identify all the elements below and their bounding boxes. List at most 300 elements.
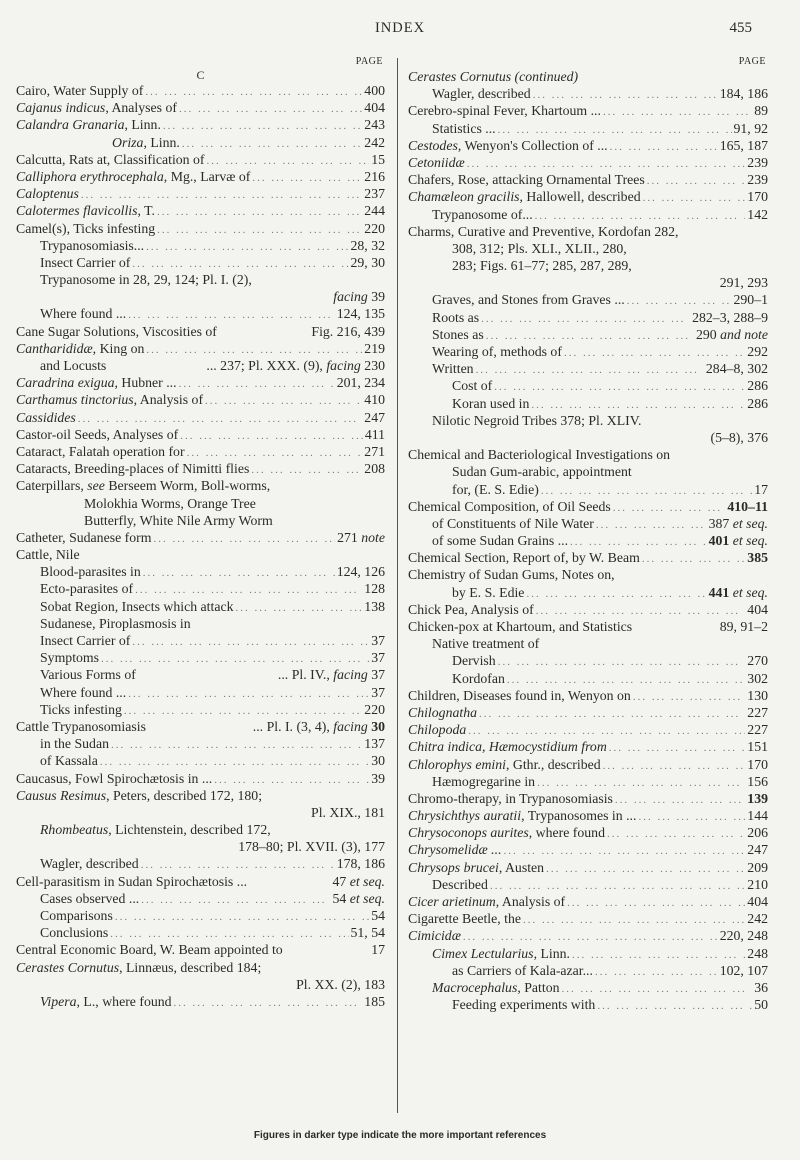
entry-pages: 15 bbox=[371, 151, 385, 167]
leader-dots bbox=[643, 190, 746, 205]
entry-term: Vipera, L., where found bbox=[40, 993, 172, 1009]
leader-dots bbox=[572, 947, 745, 962]
entry-term: Pl. XX. (2), 183 bbox=[296, 976, 385, 992]
entry-term: Cane Sugar Solutions, Viscosities of bbox=[16, 323, 217, 339]
index-entry bbox=[16, 512, 385, 529]
entry-term: Charms, Curative and Preventive, Kordofan 282, bbox=[408, 223, 679, 239]
leader-dots bbox=[187, 445, 363, 460]
entry-term: Cetoniidæ bbox=[408, 154, 465, 170]
index-entry bbox=[408, 395, 768, 412]
entry-term: Chicken-pox at Khartoum, and Statistics bbox=[408, 619, 633, 634]
entry-pages: 156 bbox=[747, 773, 768, 789]
entry-term: Comparisons bbox=[40, 908, 113, 923]
index-entry bbox=[408, 807, 768, 824]
entry-term: Cantharididæ, King on bbox=[16, 340, 145, 356]
entry-term: Nilotic Negroid Tribes 378; Pl. XLIV. bbox=[432, 412, 642, 428]
entry-pages: 404 bbox=[364, 100, 385, 116]
entry-pages: 220, 248 bbox=[719, 928, 768, 944]
index-entry bbox=[408, 463, 768, 480]
entry-pages: 242 bbox=[747, 911, 768, 927]
leader-dots bbox=[570, 534, 707, 549]
index-entry bbox=[408, 188, 768, 205]
leader-dots bbox=[633, 689, 745, 704]
leader-dots bbox=[143, 565, 335, 580]
entry-term: Chrysomelidæ ... bbox=[408, 842, 502, 858]
leader-dots bbox=[128, 686, 369, 701]
leader-dots bbox=[153, 531, 335, 546]
index-entry bbox=[16, 752, 385, 769]
entry-term: Chitra indica, Hæmocystidium from bbox=[408, 739, 607, 755]
leader-dots bbox=[498, 654, 746, 669]
index-entry bbox=[16, 357, 385, 374]
entry-pages: 216 bbox=[364, 168, 385, 184]
index-entry bbox=[16, 959, 385, 976]
entry-pages: 209 bbox=[747, 859, 768, 875]
index-entry bbox=[408, 876, 768, 893]
index-entry bbox=[16, 546, 385, 563]
entry-pages: 387 et seq. bbox=[708, 515, 768, 531]
leader-dots bbox=[603, 104, 752, 119]
entry-pages: 170 bbox=[747, 189, 768, 205]
index-entry bbox=[408, 102, 768, 119]
entry-term: Statistics ... bbox=[432, 120, 496, 136]
entry-pages: 404 bbox=[747, 601, 768, 617]
entry-term: Trypanosomiasis... bbox=[40, 237, 145, 253]
entry-pages: 284–8, 302 bbox=[705, 361, 768, 377]
index-entry bbox=[408, 549, 768, 566]
index-entry bbox=[408, 240, 768, 257]
leader-dots bbox=[467, 156, 746, 171]
index-entry bbox=[408, 652, 768, 669]
entry-pages: 219 bbox=[364, 340, 385, 356]
page-number: 455 bbox=[729, 20, 752, 36]
index-entry bbox=[408, 738, 768, 755]
index-entry bbox=[408, 704, 768, 721]
leader-dots bbox=[481, 311, 690, 326]
entry-term: of some Sudan Grains ... bbox=[432, 533, 569, 549]
entry-term: Oriza, Linn. bbox=[112, 134, 180, 150]
index-entry bbox=[16, 890, 385, 907]
leader-dots bbox=[647, 173, 746, 188]
leader-dots bbox=[146, 342, 362, 357]
leader-dots bbox=[533, 87, 718, 102]
index-entry bbox=[16, 288, 385, 305]
entry-term: Cataracts, Breeding-places of Nimitti flies bbox=[16, 461, 250, 477]
entry-pages: 243 bbox=[364, 117, 385, 133]
leader-dots bbox=[180, 428, 363, 443]
index-entry bbox=[16, 855, 385, 872]
entry-term: Ticks infesting bbox=[40, 701, 122, 717]
entry-term: Chilognatha bbox=[408, 704, 477, 720]
index-entry bbox=[16, 976, 385, 993]
entry-pages: 89 bbox=[754, 103, 768, 119]
entry-pages: 137 bbox=[364, 736, 385, 752]
entry-term: Cigarette Beetle, the bbox=[408, 911, 522, 927]
entry-term: Cerastes Cornutus, Linnæus, described 184; bbox=[16, 959, 262, 975]
page-label: PAGE bbox=[738, 56, 766, 67]
entry-pages: 302 bbox=[747, 670, 768, 686]
entry-term: Chemical and Bacteriological Investigations on bbox=[408, 447, 671, 463]
entry-pages: 290–1 bbox=[733, 292, 768, 308]
index-entry bbox=[408, 962, 768, 979]
index-entry bbox=[408, 257, 768, 274]
index-entry bbox=[16, 580, 385, 597]
entry-term: Cattle, Nile bbox=[16, 547, 80, 563]
entry-term: of Constituents of Nile Water bbox=[432, 515, 594, 531]
entry-term: Cestodes, Wenyon's Collection of ... bbox=[408, 137, 608, 153]
index-entry bbox=[16, 907, 385, 924]
index-entry bbox=[408, 618, 768, 635]
entry-pages: 165, 187 bbox=[719, 137, 768, 153]
index-entry bbox=[408, 687, 768, 704]
leader-dots bbox=[236, 600, 363, 615]
leader-dots bbox=[157, 204, 362, 219]
index-entry bbox=[408, 910, 768, 927]
index-entry bbox=[16, 340, 385, 357]
entry-pages: 271 bbox=[364, 443, 385, 459]
entry-term: Chrysoconops aurites, where found bbox=[408, 825, 605, 841]
leader-dots bbox=[157, 222, 362, 237]
entry-term: Calandra Granaria, Linn. bbox=[16, 117, 161, 133]
entry-pages: 54 et seq. bbox=[332, 890, 385, 906]
entry-term: Feeding experiments with bbox=[452, 997, 596, 1013]
entry-pages: ... Pl. I. (3, 4), facing 30 bbox=[252, 718, 385, 734]
entry-pages: 130 bbox=[747, 687, 768, 703]
entry-term: Described bbox=[432, 876, 488, 892]
entry-pages: 39 bbox=[371, 770, 385, 786]
entry-term: Roots as bbox=[432, 309, 480, 325]
index-entry bbox=[408, 377, 768, 394]
index-entry bbox=[16, 684, 385, 701]
entry-term: Catheter, Sudanese form bbox=[16, 529, 152, 545]
index-entry bbox=[408, 635, 768, 652]
index-entry bbox=[16, 632, 385, 649]
index-entry bbox=[408, 945, 768, 962]
entry-term: Ecto-parasites of bbox=[40, 581, 134, 597]
index-entry bbox=[408, 85, 768, 102]
index-entry bbox=[408, 446, 768, 463]
entry-pages: 29, 30 bbox=[350, 254, 385, 270]
entry-pages: 239 bbox=[747, 154, 768, 170]
index-entry bbox=[16, 701, 385, 718]
leader-dots bbox=[597, 998, 752, 1013]
entry-term: Rhombeatus, Lichtenstein, described 172, bbox=[40, 822, 271, 838]
entry-term: Caterpillars, see Berseem Worm, Boll-worms, bbox=[16, 478, 271, 494]
leader-dots bbox=[490, 878, 745, 893]
entry-pages: 138 bbox=[364, 598, 385, 614]
entry-term: Wagler, described bbox=[40, 856, 139, 872]
entry-term: (5–8), 376 bbox=[710, 429, 768, 445]
index-entry bbox=[16, 649, 385, 666]
entry-term: 178–80; Pl. XVII. (3), 177 bbox=[238, 839, 385, 855]
entry-term: Cicer arietinum, Analysis of bbox=[408, 894, 566, 909]
index-entry bbox=[408, 481, 768, 498]
index-entry bbox=[408, 137, 768, 154]
entry-pages: 286 bbox=[747, 395, 768, 411]
entry-pages: 89, 91–2 bbox=[719, 619, 768, 634]
entry-term: Cerebro-spinal Fever, Khartoum ... bbox=[408, 103, 601, 119]
index-entry bbox=[16, 271, 385, 288]
entry-pages: 244 bbox=[364, 203, 385, 219]
leader-dots bbox=[179, 376, 335, 391]
index-entry bbox=[16, 993, 385, 1010]
leader-dots bbox=[564, 345, 745, 360]
leader-dots bbox=[252, 170, 362, 185]
entry-term: Insect Carrier of bbox=[40, 633, 131, 648]
entry-pages: 271 note bbox=[337, 529, 385, 545]
index-entry bbox=[408, 343, 768, 360]
index-entry bbox=[408, 566, 768, 583]
entry-pages: 151 bbox=[747, 739, 768, 755]
entry-pages: 290 and note bbox=[695, 326, 768, 342]
leader-dots bbox=[214, 772, 369, 787]
index-entry bbox=[16, 220, 385, 237]
entry-pages: 178, 186 bbox=[336, 856, 385, 872]
index-entry bbox=[408, 206, 768, 223]
index-entry bbox=[408, 274, 768, 291]
entry-pages: 247 bbox=[747, 842, 768, 858]
entry-pages: Fig. 216, 439 bbox=[311, 323, 385, 339]
leader-dots bbox=[603, 758, 746, 773]
entry-term: Chrysops brucei, Austen bbox=[408, 859, 545, 875]
index-entry bbox=[16, 718, 385, 735]
entry-pages: 37 bbox=[371, 633, 385, 648]
entry-pages: 142 bbox=[747, 206, 768, 222]
entry-term: Cost of bbox=[452, 378, 493, 394]
index-entry bbox=[408, 498, 768, 515]
index-entry bbox=[16, 821, 385, 838]
leader-dots bbox=[100, 754, 369, 769]
index-entry bbox=[408, 584, 768, 601]
index-entry bbox=[408, 223, 768, 240]
entry-pages: 50 bbox=[754, 997, 768, 1013]
entry-pages: 184, 186 bbox=[719, 86, 768, 102]
entry-term: Pl. XIX., 181 bbox=[311, 804, 385, 820]
entry-term: Various Forms of bbox=[40, 667, 136, 683]
entry-pages: 282–3, 288–9 bbox=[692, 309, 768, 325]
index-entry bbox=[16, 443, 385, 460]
index-entry bbox=[16, 202, 385, 219]
leader-dots bbox=[531, 397, 745, 412]
entry-term: Caloptenus bbox=[16, 186, 79, 202]
index-entry bbox=[16, 116, 385, 133]
index-entry bbox=[408, 360, 768, 377]
entry-pages: 292 bbox=[747, 344, 768, 359]
entry-term: in the Sudan bbox=[40, 736, 109, 752]
entry-pages: 28, 32 bbox=[350, 237, 385, 253]
entry-pages: 201, 234 bbox=[336, 375, 385, 391]
leader-dots bbox=[595, 964, 718, 979]
entry-term: Chemistry of Sudan Gums, Notes on, bbox=[408, 567, 615, 583]
index-entry bbox=[408, 326, 768, 343]
entry-term: Camel(s), Ticks infesting bbox=[16, 220, 156, 236]
index-entry bbox=[408, 68, 768, 85]
entry-term: as Carriers of Kala-azar... bbox=[452, 962, 593, 978]
entry-term: Cassidides bbox=[16, 409, 76, 425]
index-entry bbox=[16, 254, 385, 271]
entry-term: Dervish bbox=[452, 653, 496, 669]
leader-dots bbox=[205, 393, 362, 408]
left-column bbox=[16, 56, 385, 1010]
leader-dots bbox=[507, 672, 745, 687]
entry-pages: 185 bbox=[364, 993, 385, 1009]
entry-pages: 17 bbox=[371, 942, 385, 958]
index-entry bbox=[16, 873, 385, 890]
entry-term: Chick Pea, Analysis of bbox=[408, 601, 534, 617]
entry-pages: 441 et seq. bbox=[708, 584, 768, 600]
entry-term: Insect Carrier of bbox=[40, 254, 131, 270]
index-entry bbox=[408, 515, 768, 532]
index-entry bbox=[16, 924, 385, 941]
entry-term: Children, Diseases found in, Wenyon on bbox=[408, 687, 631, 703]
leader-dots bbox=[523, 912, 745, 927]
entry-term: Causus Resimus, Peters, described 172, 180; bbox=[16, 787, 263, 803]
entry-pages: 54 bbox=[371, 908, 385, 923]
entry-term: Chafers, Rose, attacking Ornamental Trees bbox=[408, 172, 645, 188]
leader-dots bbox=[536, 603, 746, 618]
entry-term: Sudan Gum-arabic, appointment bbox=[452, 464, 632, 480]
index-entry bbox=[16, 838, 385, 855]
leader-dots bbox=[486, 328, 694, 343]
index-entry bbox=[408, 412, 768, 429]
leader-dots bbox=[526, 586, 706, 601]
entry-pages: 17 bbox=[754, 481, 768, 497]
leader-dots bbox=[78, 411, 363, 426]
entry-term: Hæmogregarine in bbox=[432, 773, 536, 789]
index-entry bbox=[16, 409, 385, 426]
entry-term: Central Economic Board, W. Beam appointed to bbox=[16, 942, 283, 958]
entry-term: Chemical Section, Report of, by W. Beam bbox=[408, 550, 640, 566]
entry-pages: 248 bbox=[747, 945, 768, 961]
index-entry bbox=[16, 185, 385, 202]
index-entry bbox=[16, 598, 385, 615]
index-entry bbox=[16, 374, 385, 391]
leader-dots bbox=[613, 500, 726, 515]
index-entry bbox=[16, 305, 385, 322]
entry-pages: 286 bbox=[747, 378, 768, 394]
leader-dots bbox=[179, 101, 362, 116]
entry-term: Chrysichthys auratii, Trypanosomes in ... bbox=[408, 808, 637, 824]
index-entry bbox=[408, 824, 768, 841]
entry-term: Cataract, Falatah operation for bbox=[16, 443, 185, 459]
page-header bbox=[0, 20, 800, 40]
column-divider bbox=[397, 58, 398, 1113]
entry-term: Sobat Region, Insects which attack bbox=[40, 598, 234, 614]
leader-dots bbox=[207, 153, 370, 168]
index-entry bbox=[408, 841, 768, 858]
running-title: INDEX bbox=[374, 20, 426, 36]
entry-pages: 404 bbox=[747, 894, 768, 909]
entry-pages: 124, 126 bbox=[336, 564, 385, 580]
leader-dots bbox=[610, 139, 718, 154]
entry-term: Butterfly, White Nile Army Worm bbox=[84, 512, 273, 528]
entry-term: Stones as bbox=[432, 326, 484, 342]
entry-pages: 170 bbox=[747, 756, 768, 772]
entry-term: Carthamus tinctorius, Analysis of bbox=[16, 392, 204, 408]
leader-dots bbox=[115, 909, 369, 924]
index-entry bbox=[408, 171, 768, 188]
entry-pages: 36 bbox=[754, 979, 768, 995]
entry-pages: 270 bbox=[747, 653, 768, 669]
entry-pages: 385 bbox=[747, 550, 768, 566]
leader-dots bbox=[132, 256, 348, 271]
index-entry bbox=[16, 134, 385, 151]
index-entry bbox=[408, 790, 768, 807]
index-entry bbox=[408, 601, 768, 618]
leader-dots bbox=[546, 861, 745, 876]
index-entry bbox=[16, 666, 385, 683]
entry-term: Koran used in bbox=[452, 395, 530, 411]
leader-dots bbox=[609, 740, 746, 755]
entry-term: Native treatment of bbox=[432, 636, 540, 652]
entry-list bbox=[408, 68, 768, 1013]
leader-dots bbox=[132, 634, 369, 649]
index-entry bbox=[408, 996, 768, 1013]
entry-pages: 30 bbox=[371, 753, 385, 769]
leader-dots bbox=[596, 517, 707, 532]
entry-term: Macrocephalus, Patton bbox=[432, 979, 560, 995]
entry-pages: 220 bbox=[364, 220, 385, 236]
leader-dots bbox=[638, 809, 745, 824]
index-entry bbox=[408, 979, 768, 996]
index-entry bbox=[408, 670, 768, 687]
leader-dots bbox=[141, 892, 330, 907]
entry-term: of Kassala bbox=[40, 753, 98, 769]
entry-term: Molokhia Worms, Orange Tree bbox=[84, 495, 256, 511]
entry-term: Caradrina exigua, Hubner ... bbox=[16, 375, 177, 391]
entry-term: Chamæleon gracilis, Hallowell, described bbox=[408, 189, 641, 205]
leader-dots bbox=[110, 926, 348, 941]
entry-pages: 410 bbox=[364, 392, 385, 408]
index-entry bbox=[16, 615, 385, 632]
leader-dots bbox=[504, 843, 746, 858]
leader-dots bbox=[537, 775, 745, 790]
leader-dots bbox=[174, 995, 363, 1010]
entry-pages: 210 bbox=[747, 876, 768, 892]
entry-term: Where found ... bbox=[40, 684, 127, 700]
entry-pages: ... Pl. IV., facing 37 bbox=[277, 667, 385, 683]
entry-pages: 91, 92 bbox=[733, 120, 768, 136]
entry-pages: 208 bbox=[364, 461, 385, 477]
index-entry bbox=[408, 309, 768, 326]
entry-pages: 37 bbox=[371, 684, 385, 700]
entry-term: Cairo, Water Supply of bbox=[16, 83, 144, 98]
right-column bbox=[408, 56, 768, 1013]
index-entry bbox=[408, 532, 768, 549]
leader-dots bbox=[163, 118, 362, 133]
entry-term: Chlorophys emini, Gthr., described bbox=[408, 756, 601, 772]
index-entry bbox=[408, 721, 768, 738]
entry-term: Wearing of, methods of bbox=[432, 344, 562, 359]
index-entry bbox=[408, 154, 768, 171]
entry-pages: 239 bbox=[747, 172, 768, 188]
entry-pages: 139 bbox=[747, 790, 768, 806]
leader-dots bbox=[128, 307, 335, 322]
index-entry bbox=[16, 804, 385, 821]
entry-pages: 206 bbox=[747, 825, 768, 841]
entry-pages: 242 bbox=[364, 134, 385, 150]
page-label: PAGE bbox=[355, 56, 383, 67]
entry-term: Cajanus indicus, Analyses of bbox=[16, 100, 177, 116]
entry-term: Symptoms bbox=[40, 650, 100, 666]
entry-term: Chemical Composition, of Oil Seeds bbox=[408, 498, 611, 514]
leader-dots bbox=[498, 122, 732, 137]
index-entry bbox=[16, 82, 385, 99]
leader-dots bbox=[135, 582, 362, 597]
index-entry bbox=[16, 426, 385, 443]
entry-pages: 124, 135 bbox=[336, 306, 385, 322]
entry-term: Wagler, described bbox=[432, 86, 531, 102]
